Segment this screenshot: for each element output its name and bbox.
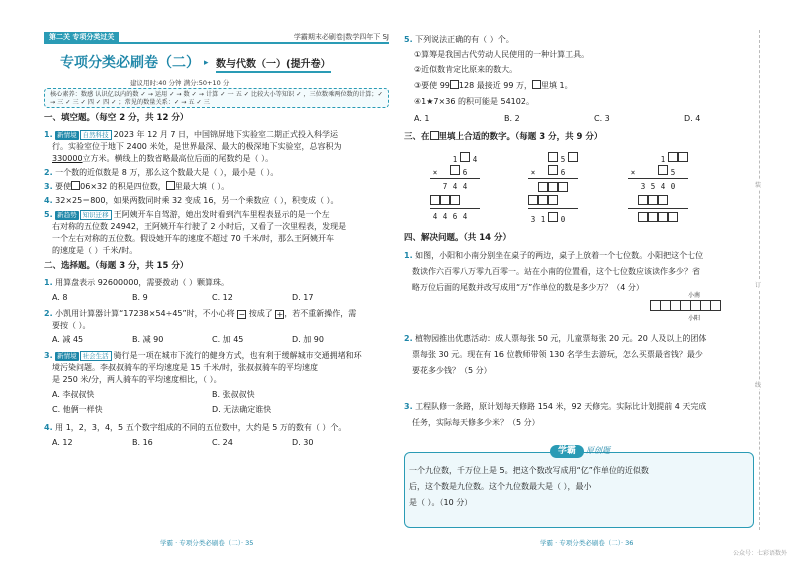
page-footer-left: 学霸 · 专项分类必刷卷（二）· 35 (160, 539, 254, 547)
question-8-line3: 是 250 米/分，两人骑车的平均速度相比，（ ）。 (52, 375, 222, 384)
arrow-icon: ▸ (204, 58, 209, 68)
question-1: 1. 新情境 自然科技 2023 年 12 月 7 日，中国锦屏地下实验室二期正式投入科学运 (44, 130, 338, 139)
plus-key: + (276, 310, 284, 319)
section-3-title: 三、在 里填上合适的数字。（每题 3 分，共 9 分） (404, 132, 603, 142)
option[interactable]: B. 16 (132, 438, 153, 447)
blank-box[interactable] (166, 181, 175, 190)
question-7-line2: 要按（ ）。 (52, 321, 91, 330)
option[interactable]: D. 4 (684, 114, 701, 123)
literacy-box: 核心素养：数感 认识亿以内的数 ✓ → 运用 ✓ → 数 ✓ → 计算 ✓ 一 五 ✓ 比较大小等知识 ✓ ，三位数乘两位数的计算；✓ → 三 ✓ 三 ✓ 四 ✓ 四 ✓ ；常见的数量关系：✓ → 五 ✓ 三 (44, 88, 389, 108)
problem-1-line2: 数读作六百零八万零九百零一。站在小南的位置看，这个七位数应该读作多少？省 (412, 267, 700, 276)
question-4: 4. 32×25＝800，如果两数同时乘 32 变成 16，另一个乘数应（ ），积变成（ ）。 (44, 196, 339, 205)
xueba-badge: 学霸 (550, 445, 584, 458)
label-xiaonan: 小南 (688, 292, 701, 299)
question-5-line4: 的速度是（ ）千米/时。 (52, 246, 138, 255)
option[interactable]: A. 12 (52, 438, 73, 447)
problem-2: 2. 植物园推出优惠活动：成人票每张 50 元，儿童票每张 20 元。20 人及以上的团体 (404, 334, 707, 343)
problem-1-line3: 略万位后面的尾数并改写成用“万”作单位的数是多少万？（4 分） (412, 283, 644, 292)
tag-new-trend: 新趋势 (57, 211, 77, 219)
r-q5-item4: ④1★7×36 的积可能是 54102。 (414, 97, 534, 106)
page-footer-right: 学霸 · 专项分类必刷卷（二）· 36 (540, 539, 634, 547)
time-line: 建议用时:40 分钟 满分:50+10 分 (130, 79, 230, 87)
tag-topic: 知识迁移 (80, 210, 112, 220)
vertical-calc-1: 1 4 × 6 7 4 4 4 4 6 4 (430, 152, 490, 232)
option[interactable]: A. 8 (52, 293, 68, 302)
level-tag: 第二关 专项分类过关 (44, 32, 119, 43)
option[interactable]: C. 12 (212, 293, 233, 302)
blank-box (430, 131, 439, 140)
question-7-options (52, 334, 382, 345)
section-4-title: 四、解决问题。（共 14 分） (404, 233, 511, 243)
option[interactable]: B. 9 (132, 293, 148, 302)
minus-key: − (238, 310, 246, 319)
option[interactable]: D. 17 (292, 293, 314, 302)
question-5: 5. 新趋势 知识迁移 王阿姨开车自驾游，她出发时看到汽车里程表显示的是一个左 (44, 210, 330, 219)
binding-line: 装 订 线 (759, 30, 769, 530)
option[interactable]: C. 24 (212, 438, 233, 447)
vertical-calc-2: 5 × 6 3 1 0 (528, 152, 588, 232)
problem-2-line2: 票每张 30 元。现在有 16 位教师带领 130 名学生去游玩，怎么买票最省钱？最少 (412, 350, 703, 359)
section-2-title: 二、选择题。（每题 3 分，共 15 分） (44, 261, 189, 271)
question-8: 3. 新情境 社会生活 骑行是一项在城市下流行的健身方式，也有利于缓解城市交通拥堵和环 (44, 351, 362, 360)
option[interactable]: B. 减 90 (132, 335, 164, 344)
option[interactable]: A. 1 (414, 114, 430, 123)
main-title: 专项分类必刷卷（二） (60, 55, 200, 71)
blank-box[interactable] (71, 181, 80, 190)
option[interactable]: B. 张叔叔快 (212, 390, 255, 399)
problem-3-line2: 任务，实际每天修多少米？（5 分） (412, 418, 540, 427)
problem-2-line3: 要花多少钱？（5 分） (412, 366, 492, 375)
option[interactable]: C. 加 45 (212, 335, 244, 344)
tag-topic: 社会生活 (80, 351, 112, 361)
r-q5-item2: ②近似数肯定比原来的数大。 (414, 65, 518, 74)
series-title: 学霸期末必刷卷|数学四年下 SJ (293, 33, 389, 41)
question-6: 1. 用算盘表示 92600000，需要拨动（ ）颗算珠。 (44, 278, 229, 287)
question-3: 3. 要使 06×32 的积是四位数， 里最大填（ ）。 (44, 182, 230, 191)
question-2: 2. 一个数的近似数是 8 万，那么这个数最大是（ ），最小是（ ）。 (44, 168, 279, 177)
question-7: 2. 小凯用计算器计算“17238×54÷45”时，不小心将 − 按成了 +，若不重新操作，需 (44, 309, 357, 319)
question-6-options (52, 292, 382, 303)
question-9: 4. 用 1，2，3，4，5 五个数字组成的不同的五位数中，大约是 5 万的数有（ ）个。 (44, 423, 347, 432)
question-8-options (52, 389, 382, 417)
option[interactable]: D. 无法确定谁快 (212, 405, 272, 414)
question-5-line2: 右对称的五位数 24942，王阿姨开车行驶了 2 小时后，又看了一次里程表，发现是 (52, 222, 347, 231)
option[interactable]: D. 30 (292, 438, 314, 447)
problem-1: 1. 如图，小阳和小南分别坐在桌子的两边，桌子上放着一个七位数。小阳把这个七位 (404, 251, 704, 260)
question-1-line3: 330000立方米。横线上的数省略最高位后面的尾数约是（ ）。 (52, 154, 274, 163)
r-q5-item3: ③要使 99 128 最接近 99 万， 里填 1。 (414, 81, 573, 90)
number-card-grid (650, 300, 720, 311)
r-q5-item1: ①算筹是我国古代劳动人民使用的一种计算工具。 (414, 50, 590, 59)
label-xiaoyang: 小阳 (688, 315, 701, 322)
question-5-line3: 一个左右对称的五位数。假设她开车的速度不超过 70 千米/时，那么王阿姨开车 (52, 234, 334, 243)
r-question-5: 5. 下列说法正确的有（ ）个。 (404, 35, 514, 44)
title-box (50, 48, 340, 76)
question-1-line2: 行。实验室位于地下 2400 米处，是世界最深、最大的极深地下实验室，总容积为 (52, 142, 342, 151)
option[interactable]: D. 加 90 (292, 335, 324, 344)
option[interactable]: C. 他俩一样快 (52, 405, 103, 414)
blank-box[interactable] (450, 80, 459, 89)
r-q5-options (414, 113, 744, 124)
sub-title: 数与代数（一）(提升卷） (216, 55, 331, 73)
left-page (0, 0, 390, 564)
question-8-line2: 境污染问题。李叔叔骑车的平均速度是 15 千米/时，张叔叔骑车的平均速度 (52, 363, 318, 372)
option[interactable]: B. 2 (504, 114, 520, 123)
vertical-calc-3: 1 × 5 3 5 4 0 (628, 152, 708, 232)
xueba-header: 学霸 原创题 (505, 445, 655, 459)
watermark: 公众号：七彩语数外 (732, 550, 787, 557)
blank-box[interactable] (532, 80, 541, 89)
tag-new-situation: 新情境 (57, 131, 77, 139)
xueba-question: 一个九位数，千万位上是 5。把这个数改写成用“亿”作单位的近似数 后，这个数是九位数。这个九位数最大是（ ），最小 是（ ）。（10 分） (409, 466, 649, 507)
option[interactable]: A. 李叔叔快 (52, 390, 95, 399)
section-1-title: 一、填空题。（每空 2 分，共 12 分） (44, 113, 189, 123)
option[interactable]: A. 减 45 (52, 335, 84, 344)
problem-3: 3. 工程队修一条路，原计划每天修路 154 米，92 天修完。实际比计划提前 4 天完成 (404, 402, 707, 411)
option[interactable]: C. 3 (594, 114, 610, 123)
question-9-options (52, 437, 382, 448)
tag-topic: 自然科技 (80, 130, 112, 140)
header-bar (44, 32, 389, 44)
tag-new-situation: 新情境 (57, 352, 77, 360)
xueba-original-box (404, 446, 754, 528)
